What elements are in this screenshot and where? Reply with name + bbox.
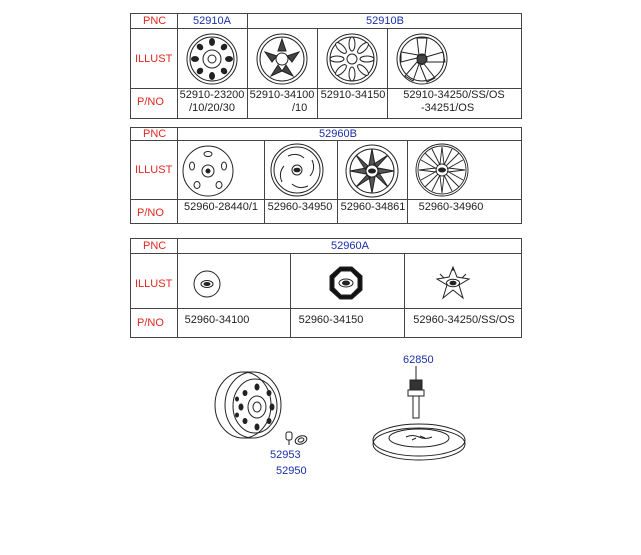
alloy-wheel-cover-fine-icon — [413, 142, 471, 198]
table2-pnc-52960b: 52960B — [319, 128, 357, 140]
table3-pno-label: P/NO — [137, 317, 164, 329]
table1-pnc-label: PNC — [143, 15, 167, 27]
callout-62850: 62850 — [403, 354, 434, 366]
table1-pno-label: P/NO — [137, 96, 164, 108]
wheel-cover-swirl-icon — [268, 142, 326, 198]
hub-cap-octagon-icon — [327, 265, 365, 301]
wheel-cover-icon — [253, 32, 311, 86]
hub-cap-round-icon — [190, 269, 224, 299]
table1-part3-line1: 52910-34150 — [320, 89, 386, 101]
table1-part1-line1: 52910-23200 — [179, 89, 245, 101]
table1-part4-line1: 52910-34250/SS/OS — [403, 89, 505, 101]
table3-part3-line1: 52960-34250/SS/OS — [413, 314, 515, 326]
callout-52950: 52950 — [276, 465, 307, 477]
callout-52953: 52953 — [270, 449, 301, 461]
table2-part1-line1: 52960-28440/1 — [183, 201, 259, 213]
spare-tire-holder-icon — [372, 366, 468, 466]
table2-part2-line1: 52960-34950 — [267, 201, 333, 213]
table2-pno-label: P/NO — [137, 207, 164, 219]
table1-pnc-52910a: 52910A — [193, 15, 231, 27]
table2-pnc-label: PNC — [143, 128, 167, 140]
table1-illust-label: ILLUST — [135, 53, 173, 65]
valve-and-weight-icon — [280, 428, 310, 450]
table3-pnc-52960a: 52960A — [331, 240, 369, 252]
alloy-wheel-five-spoke-icon — [393, 32, 451, 86]
hub-cap-star-icon — [434, 265, 472, 301]
table3-pnc-label: PNC — [143, 240, 167, 252]
table3-part2-line1: 52960-34150 — [298, 314, 364, 326]
table3-illust-label: ILLUST — [135, 278, 173, 290]
table2-part3-line1: 52960-34861 — [340, 201, 406, 213]
table1-part2-line2: /10 — [292, 102, 308, 114]
table2-illust-label: ILLUST — [135, 164, 173, 176]
table2-part4-line1: 52960-34960 — [418, 201, 484, 213]
table1-part1-line2: /10/20/30 — [189, 102, 235, 114]
alloy-wheel-cover-icon — [343, 143, 401, 199]
alloy-wheel-spoke-icon — [323, 32, 381, 86]
steel-wheel-icon — [183, 32, 241, 86]
table3-part1-line1: 52960-34100 — [184, 314, 250, 326]
table1-part4-line2: -34251/OS — [421, 102, 475, 114]
table1-pnc-52910b: 52910B — [366, 15, 404, 27]
wheel-cover-slotted-icon — [180, 144, 236, 198]
table1-part2-line1: 52910-34100 — [249, 89, 315, 101]
